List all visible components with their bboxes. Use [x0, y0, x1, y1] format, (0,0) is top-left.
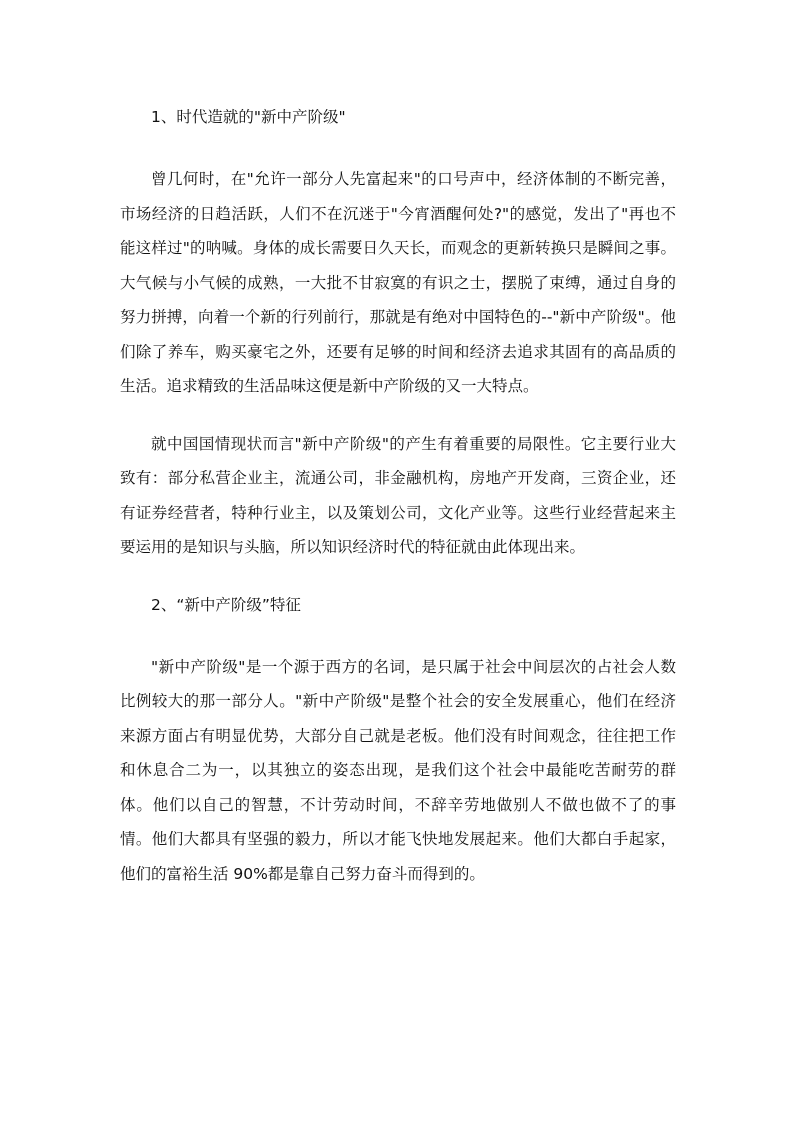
section-2-paragraph-1: "新中产阶级"是一个源于西方的名词，是只属于社会中间层次的占社会人数比例较大的那一部分人。"新中产阶级"是整个社会的安全发展重心，他们在经济来源方面占有明显优势，大部分自己就是老板。他们没有时间观念，往往把工作和休息合二为一，以其独立的姿态出现，是我们这个社会中最能吃苦耐劳的群体。他们以自己的智慧，不计劳动时间，不辞辛劳地做别人不做也做不了的事情。他们大都具有坚强的毅力，所以才能飞快地发展起来。他们大都白手起家，他们的富裕生活 90%都是靠自己努力奋斗而得到的。: [120, 657, 676, 883]
section-2-heading: 2、“新中产阶级”特征: [151, 595, 301, 614]
document-body: [120, 100, 676, 891]
section-1-heading: 1、时代造就的"新中产阶级": [151, 108, 346, 126]
section-1-paragraph-1: 曾几何时，在"允许一部分人先富起来"的口号声中，经济体制的不断完善，市场经济的日趋活跃，人们不在沉迷于"今宵酒醒何处?"的感觉，发出了"再也不能这样过"的呐喊。身体的成长需要日久天长，而观念的更新转换只是瞬间之事。大气候与小气候的成熟，一大批不甘寂寞的有识之士，摆脱了束缚，通过自身的努力拼搏，向着一个新的行列前行，那就是有绝对中国特色的--"新中产阶级"。他们除了养车，购买豪宅之外，还要有足够的时间和经济去追求其固有的高品质的生活。追求精致的生活品味这便是新中产阶级的又一大特点。: [120, 170, 676, 395]
section-1-paragraph-2: 就中国国情现状而言"新中产阶级"的产生有着重要的局限性。它主要行业大致有：部分私营企业主，流通公司，非金融机构，房地产开发商，三资企业，还有证券经营者，特种行业主，以及策划公司，文化产业等。这些行业经营起来主要运用的是知识与头脑，所以知识经济时代的特征就由此体现出来。: [120, 434, 676, 556]
